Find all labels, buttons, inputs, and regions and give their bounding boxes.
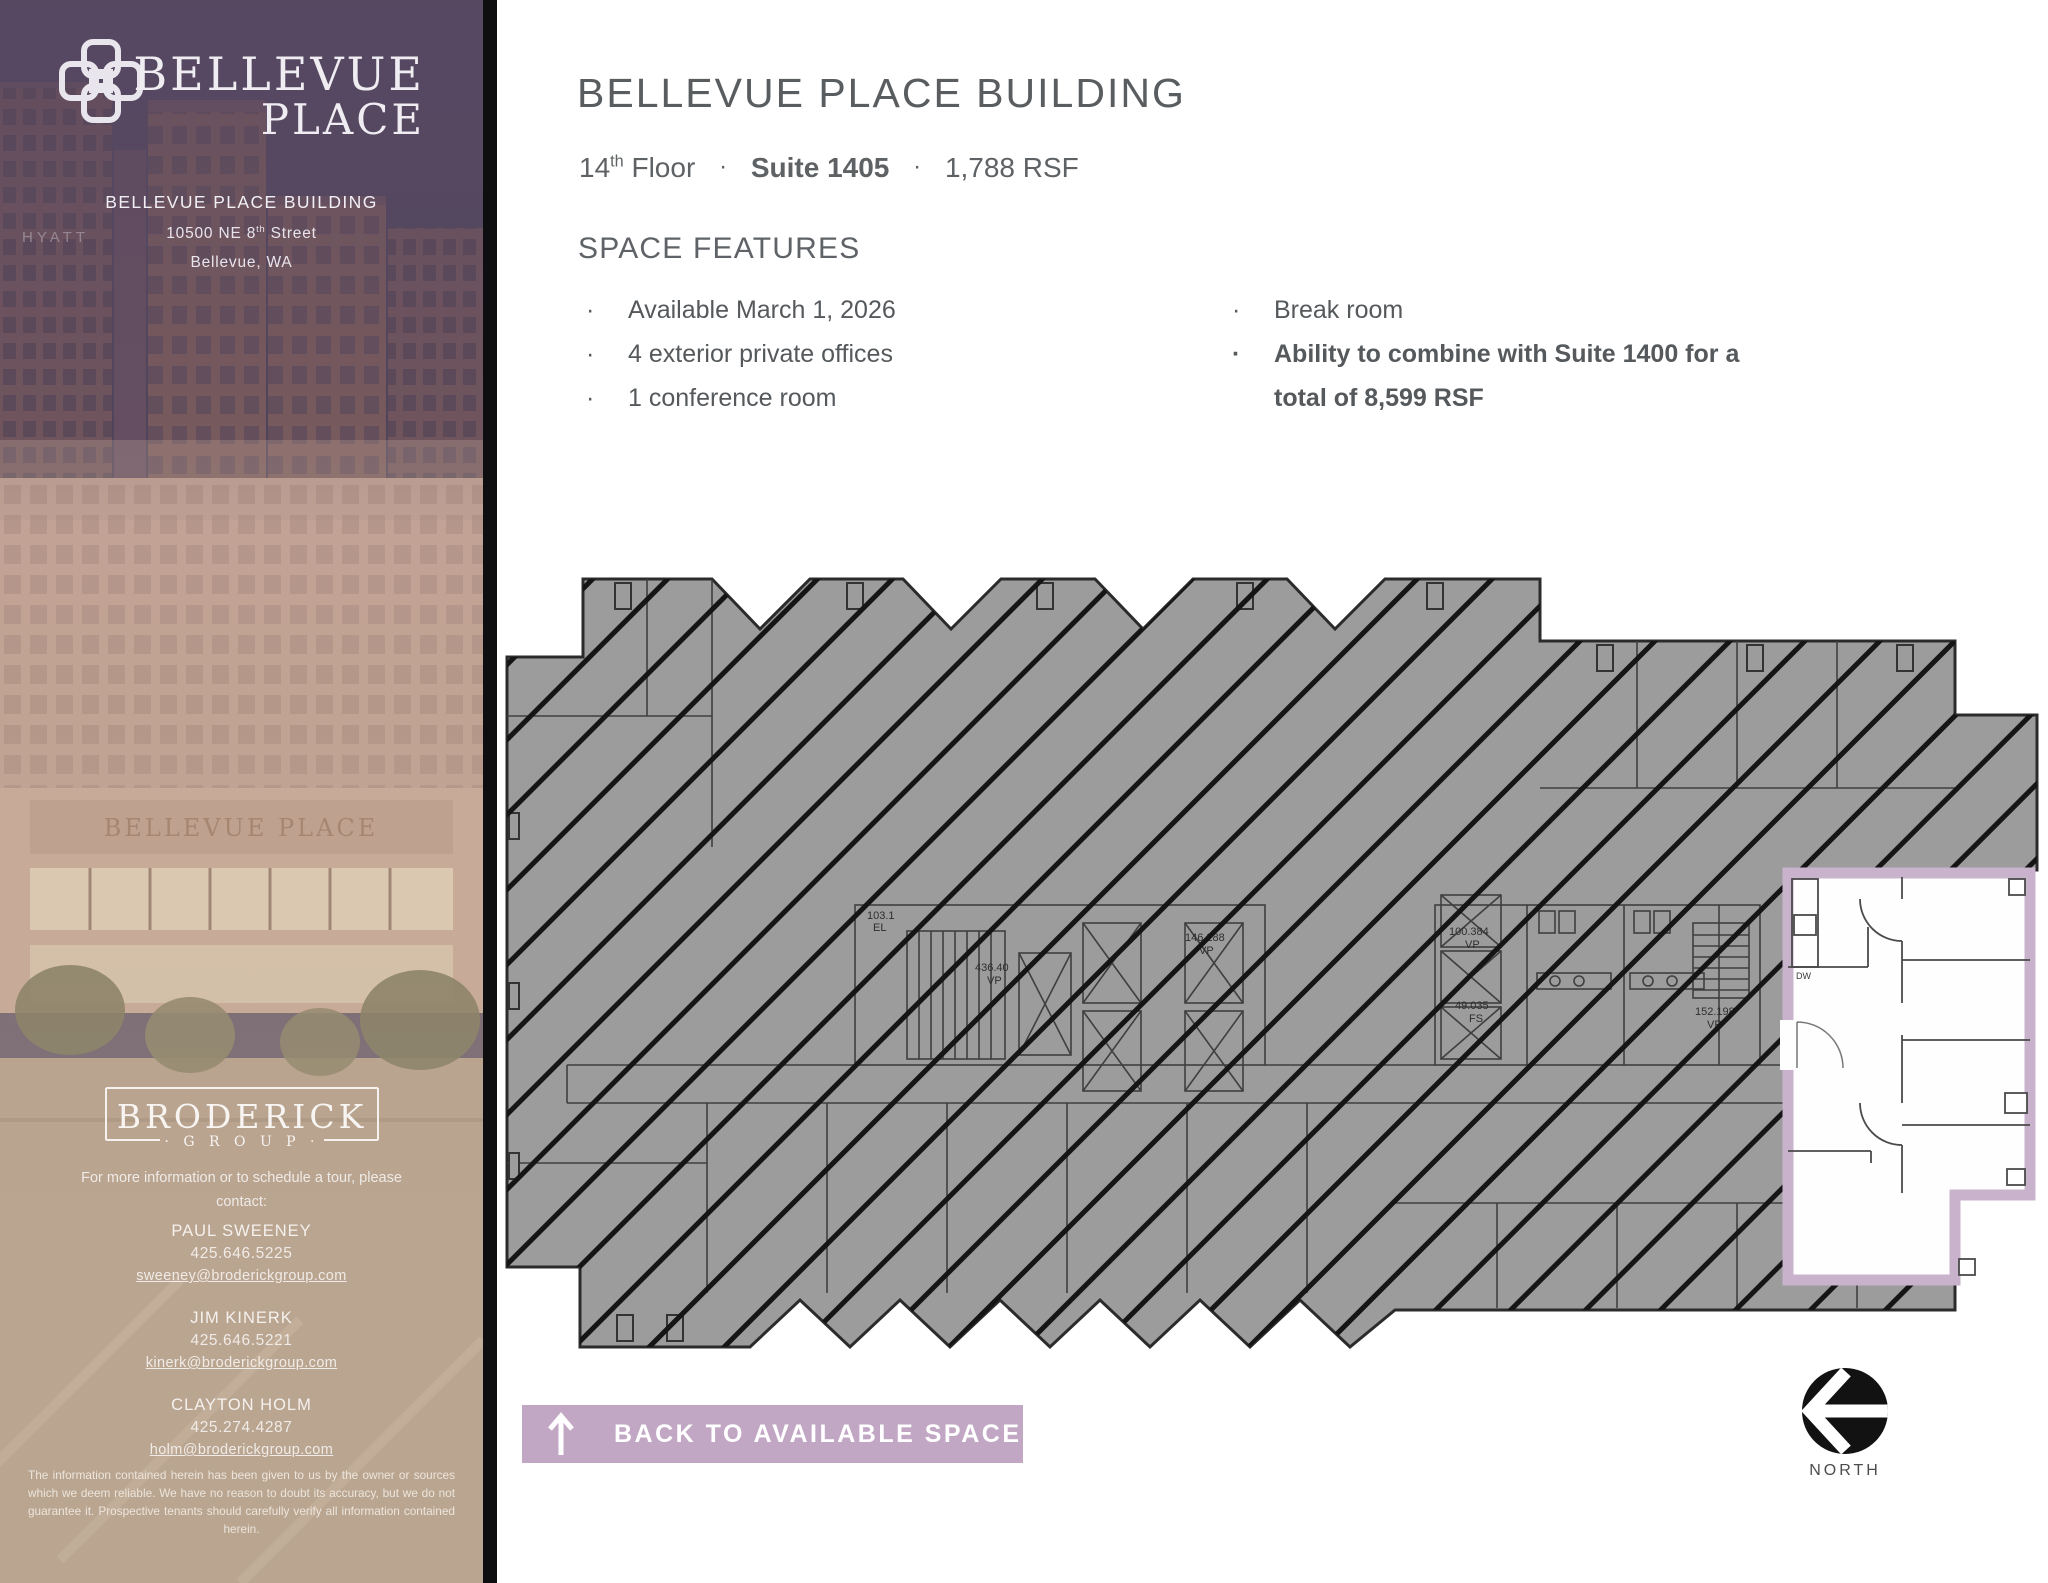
contact-name: JIM KINERK (190, 1309, 293, 1327)
suite-number: Suite 1405 (750, 152, 890, 183)
suite-1405-highlight[interactable] (1780, 873, 2030, 1280)
contact-phone: 425.646.5225 (190, 1245, 293, 1262)
contact-email-link[interactable]: kinerk@broderickgroup.com (145, 1355, 338, 1371)
knot-icon (62, 42, 140, 120)
street-suffix: Street (265, 225, 317, 243)
floor-word: Floor (623, 152, 696, 183)
features-column-left (586, 288, 1186, 420)
contact-card (0, 1307, 483, 1375)
broderick-group-logo (98, 1082, 386, 1168)
feature-item (586, 332, 1186, 376)
feature-text: Available March 1, 2026 (628, 296, 896, 324)
back-button-label: BACK TO AVAILABLE SPACE (614, 1419, 1022, 1448)
bullet: · (1232, 296, 1241, 324)
contact-phone: 425.274.4287 (190, 1419, 293, 1436)
suite-entry-gap (1780, 1020, 1795, 1070)
contact-name: CLAYTON HOLM (171, 1396, 312, 1414)
page-title: BELLEVUE PLACE BUILDING (577, 70, 1186, 116)
suite-subtitle (579, 152, 1079, 184)
floor-number: 14 (579, 152, 611, 183)
feature-item (1232, 288, 1742, 332)
contact-intro-line2: contact: (216, 1194, 267, 1210)
contact-email-link[interactable]: sweeney@broderickgroup.com (136, 1268, 347, 1284)
contact-name: PAUL SWEENEY (171, 1222, 312, 1240)
disclaimer-text: The information contained herein has been given to us by the owner or sources which we deem reliable. We have no reason to doubt its accuracy, but we do not guarantee it. Prospective tenants should carefully verify all information contained herein. (28, 1468, 455, 1536)
contact-intro (0, 1166, 483, 1214)
back-to-available-space-button[interactable] (522, 1405, 1023, 1463)
broker-group-word: · G R O U P · (164, 1134, 320, 1150)
feature-item-combine (1232, 332, 1742, 420)
bullet: · (586, 340, 595, 368)
contact-intro-line1: For more information or to schedule a tour, please (81, 1170, 402, 1186)
sidebar-content (0, 0, 483, 1583)
broker-name: BRODERICK (116, 1097, 368, 1136)
sidebar-address-city: Bellevue, WA (190, 254, 293, 271)
bullet: · (1232, 340, 1241, 368)
feature-text: 1 conference room (628, 384, 837, 412)
bullet: · (586, 384, 595, 412)
up-arrow-icon (546, 1411, 576, 1457)
bullet: · (586, 296, 595, 324)
contact-card (0, 1394, 483, 1462)
bellevue-place-logo (50, 30, 433, 170)
brand-line1: BELLEVUE (133, 47, 425, 101)
floor-ordinal: th (610, 152, 624, 171)
brand-line2: PLACE (260, 95, 425, 144)
contact-email-link[interactable]: holm@broderickgroup.com (149, 1442, 334, 1458)
vertical-divider (483, 0, 497, 1583)
street-ordinal: th (256, 224, 266, 234)
suite-outline (1788, 873, 2030, 1280)
sidebar-address-street (0, 224, 483, 243)
suite-dw-label: DW (1796, 971, 1811, 981)
sidebar (0, 0, 483, 1583)
north-label: NORTH (1809, 1462, 1881, 1479)
feature-text: 4 exterior private offices (628, 340, 893, 368)
street-prefix: 10500 NE 8 (166, 225, 257, 243)
features-column-right (1232, 288, 1742, 420)
contact-card (0, 1220, 483, 1288)
feature-item (586, 376, 1186, 420)
contacts-list (0, 1220, 483, 1481)
sidebar-building-name: BELLEVUE PLACE BUILDING (105, 192, 378, 212)
feature-text: Ability to combine with Suite 1400 for a total of 8,599 RSF (1274, 340, 1740, 412)
floor-plan (497, 563, 2048, 1375)
feature-item (586, 288, 1186, 332)
space-features-heading: SPACE FEATURES (578, 232, 861, 265)
separator-dot: · (913, 153, 922, 180)
suite-rsf: 1,788 RSF (944, 152, 1079, 183)
feature-text: Break room (1274, 296, 1404, 324)
north-compass-icon (1800, 1366, 1890, 1456)
separator-dot: · (719, 153, 728, 180)
contact-phone: 425.646.5221 (190, 1332, 293, 1349)
